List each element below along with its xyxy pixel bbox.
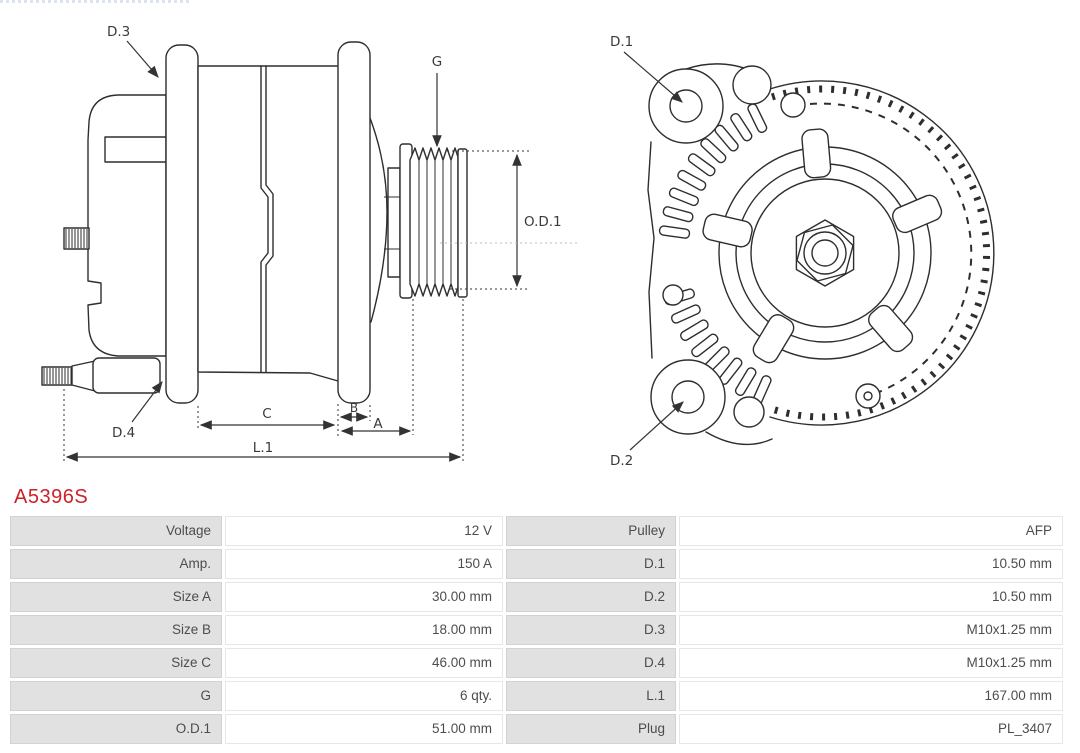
shaft bbox=[388, 168, 400, 277]
spec-label: D.1 bbox=[506, 549, 676, 579]
spec-value: AFP bbox=[679, 516, 1063, 546]
spec-label: D.3 bbox=[506, 615, 676, 645]
spec-value: 167.00 mm bbox=[679, 681, 1063, 711]
spec-value: 18.00 mm bbox=[225, 615, 503, 645]
spec-value: 46.00 mm bbox=[225, 648, 503, 678]
spec-label: O.D.1 bbox=[10, 714, 222, 744]
spec-label: Size B bbox=[10, 615, 222, 645]
spec-label: D.2 bbox=[506, 582, 676, 612]
spec-value: 30.00 mm bbox=[225, 582, 503, 612]
upper-small-hole bbox=[781, 93, 805, 117]
left-small-hole bbox=[663, 285, 683, 305]
part-number-title: A5396S bbox=[14, 486, 89, 508]
spec-label: D.4 bbox=[506, 648, 676, 678]
spec-table bbox=[10, 516, 1063, 744]
dim-label-od1: O.D.1 bbox=[524, 214, 562, 230]
rear-view-diagram bbox=[610, 34, 995, 469]
dim-label-b: B bbox=[349, 401, 359, 415]
spec-label: Plug bbox=[506, 714, 676, 744]
terminal-stud bbox=[64, 228, 89, 249]
mounting-ear-d1 bbox=[649, 69, 723, 143]
page-edge-artifact bbox=[0, 0, 190, 3]
spec-label: Voltage bbox=[10, 516, 222, 546]
front-flange bbox=[338, 42, 370, 403]
spec-value: PL_3407 bbox=[679, 714, 1063, 744]
spec-value: 10.50 mm bbox=[679, 549, 1063, 579]
spec-label: Size C bbox=[10, 648, 222, 678]
side-view-diagram bbox=[42, 24, 578, 461]
lower-mounting-ear bbox=[42, 358, 160, 393]
lower-boss-hole bbox=[734, 397, 764, 427]
spec-value: M10x1.25 mm bbox=[679, 648, 1063, 678]
dim-label-l1: L.1 bbox=[252, 440, 274, 456]
spec-label: L.1 bbox=[506, 681, 676, 711]
dim-label-d3: D.3 bbox=[107, 24, 131, 40]
dim-label-d1: D.1 bbox=[610, 34, 634, 50]
spec-label: Amp. bbox=[10, 549, 222, 579]
spec-value: 150 A bbox=[225, 549, 503, 579]
spec-value: 51.00 mm bbox=[225, 714, 503, 744]
lower-right-tab bbox=[856, 384, 880, 408]
pulley bbox=[400, 144, 467, 298]
spec-value: 6 qty. bbox=[225, 681, 503, 711]
dim-label-g: G bbox=[431, 54, 443, 70]
rear-lug bbox=[166, 45, 198, 403]
spec-value: 12 V bbox=[225, 516, 503, 546]
spec-value: 10.50 mm bbox=[679, 582, 1063, 612]
spec-label: Size A bbox=[10, 582, 222, 612]
dim-label-d4: D.4 bbox=[112, 425, 136, 441]
rear-cover-slot bbox=[105, 137, 166, 162]
stator-body bbox=[198, 66, 346, 381]
upper-boss-hole bbox=[733, 66, 771, 104]
dim-label-c: C bbox=[262, 406, 272, 422]
dim-label-a: A bbox=[373, 416, 383, 432]
mounting-ear-d2 bbox=[651, 360, 725, 434]
spec-label: Pulley bbox=[506, 516, 676, 546]
dim-label-d2: D.2 bbox=[610, 453, 634, 469]
spec-label: G bbox=[10, 681, 222, 711]
spec-value: M10x1.25 mm bbox=[679, 615, 1063, 645]
